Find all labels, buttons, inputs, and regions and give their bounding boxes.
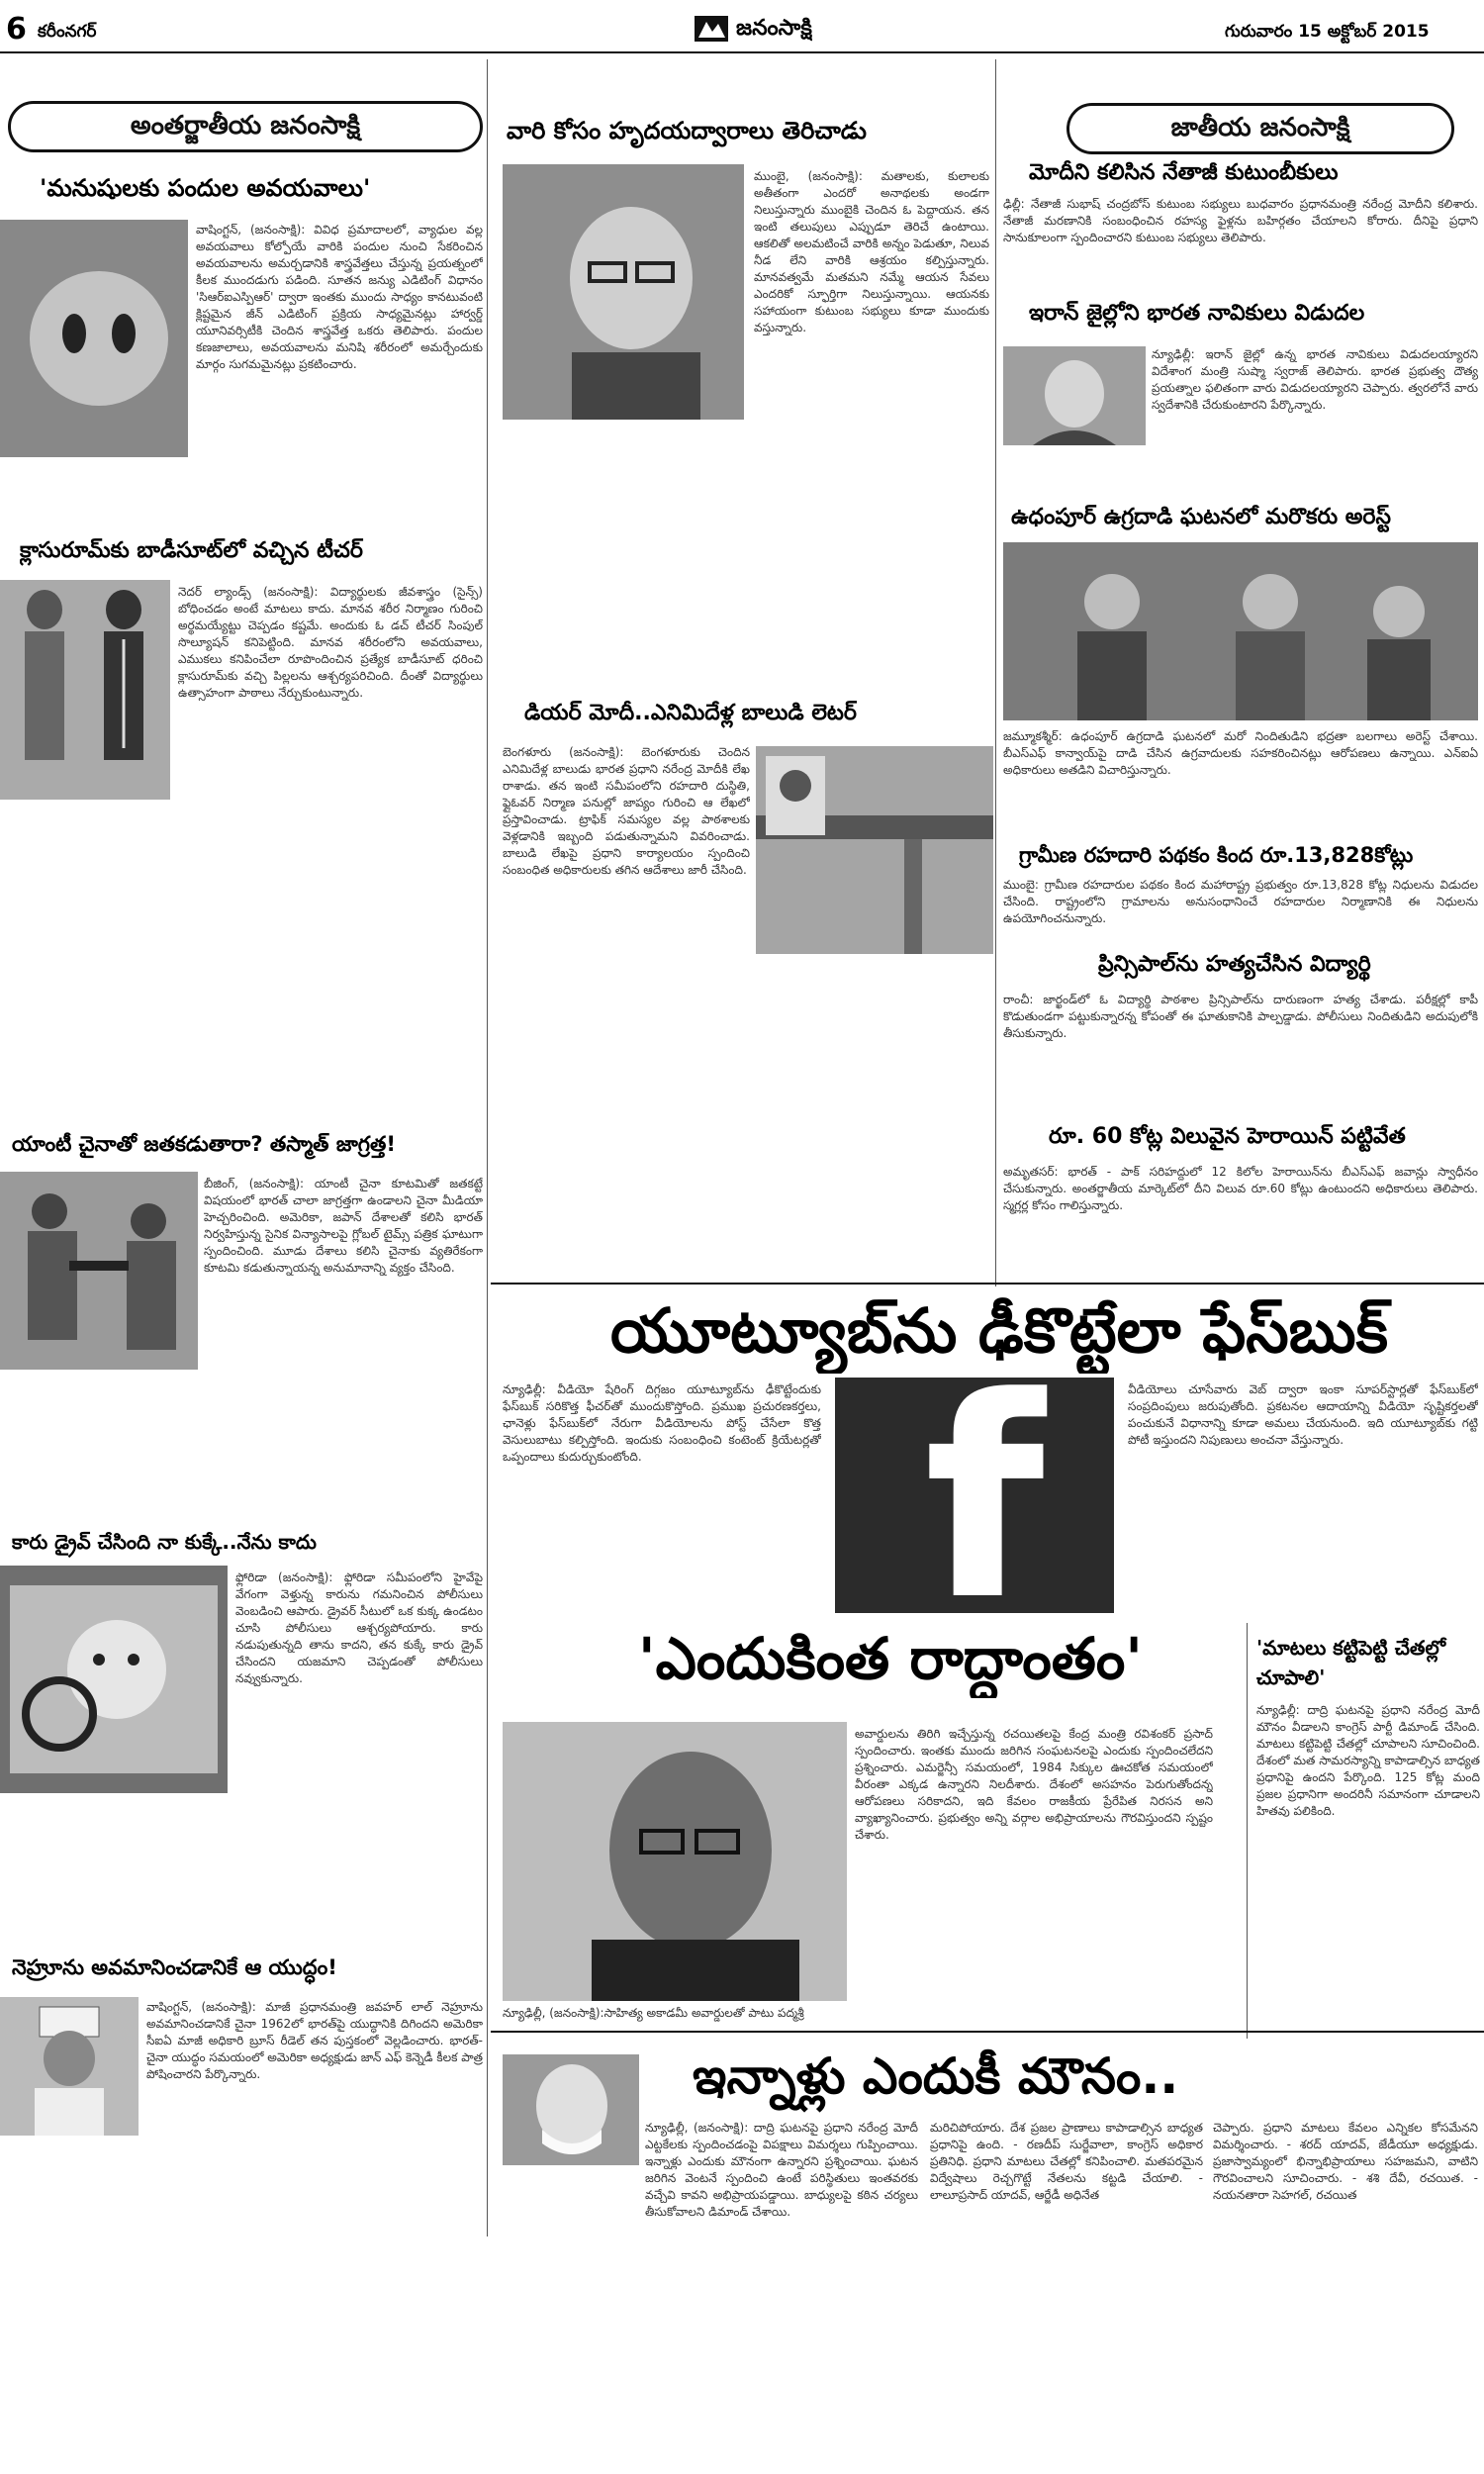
mounam-col3: చెప్పారు. ప్రధాని మాటలు కేవలం ఎన్నికల కోసమేనని విమర్శించారు. - శరద్ యాదవ్, జేడీయూ అధ్యక్షుడు. ప్రజాస్వామ్యంలో భిన్నాభిప్రాయాలు సహజమని, వాటిని గౌరవించాలని సూచించారు. - శశి దేవీ, రచయిత. - నయనతారా సెహగల్, రచయిత — [1213, 2121, 1478, 2202]
nehru-photo — [0, 1997, 139, 2136]
matalu-text: న్యూఢిల్లీ: దాద్రి ఘటనపై ప్రధాని నరేంద్ర మోదీ మౌనం వీడాలని కాంగ్రెస్ పార్టీ డిమాండ్ చేసింది. మాటలు కట్టిపెట్టి చేతల్లో చూపాలని సూచించింది. దేశంలో మత సామరస్యాన్ని కాపాడాల్సిన బాధ్యత ప్రధానిపై ఉందని పేర్కొంది. 125 కోట్ల మంది ప్రజల ప్రధానిగా అందరినీ సమానంగా చూడాలని హితవు పలికింది. — [1256, 1703, 1480, 1818]
issue-date: గురువారం 15 అక్టోబర్ 2015 — [1225, 22, 1430, 42]
left-story2-headline: క్లాసురూమ్‌కు బాడీసూట్‌లో వచ్చిన టీచర్ — [20, 538, 363, 563]
right-story2-headline: ఇరాన్ జైల్లోని భారత నావికులు విడుదల — [1029, 301, 1365, 326]
masthead — [693, 10, 881, 49]
facebook-headline: యూట్యూబ్‌ను ఢీకొట్టేలా ఫేస్‌బుక్ — [610, 1294, 1388, 1367]
arrested-men-photo — [1003, 542, 1478, 720]
ravi-shankar-prasad-photo — [503, 1722, 847, 2001]
soldiers-photo — [0, 1172, 198, 1370]
right-story6-headline: రూ. 60 కోట్ల విలువైన హెరాయిన్ పట్టివేత — [1049, 1124, 1406, 1149]
right-story3-text: జమ్మూకశ్మీర్: ఉధంపూర్ ఉగ్రదాడి ఘటనలో మరో నిందితుడిని భద్రతా బలగాలు అరెస్ట్ చేశాయి. బీఎస్ఎఫ్ కాన్వాయ్‌పై దాడి చేసిన ఉగ్రవాదులకు సహకరించినట్లు ఆరోపణలు ఉన్నాయి. ఎన్ఐఏ అధికారులు అతడిని విచారిస్తున్నారు. — [1003, 729, 1478, 777]
right-story4-headline: గ్రామీణ రహదారి పథకం కింద రూ.13,828కోట్లు — [1019, 843, 1414, 867]
facebook-text-right: వీడియోలు చూసేవారు వెబ్ ద్వారా ఇంకా సూపర్‌స్టార్లతో ఫేస్‌బుక్‌లో సంప్రదింపులు జరుపుతోంది. ప్రకటనల ఆదాయాన్ని వీడియో సృష్టికర్తలతో పంచుకునే విధానాన్ని కూడా అమలు చేయనుంది. ఇది యూట్యూబ్‌కు గట్టి పోటీ ఇస్తుందని నిపుణులు అంచనా వేస్తున్నారు. — [1128, 1382, 1478, 1447]
center-story2-text-b — [756, 960, 991, 1279]
mounam-col2: మరిచిపోయారు. దేశ ప్రజల ప్రాణాలు కాపాడాల్సిన బాధ్యత ప్రధానిపై ఉంది. - రణదీప్ సుర్జేవాలా, కాంగ్రెస్ అధికార ప్రతినిధి. ప్రధాని మాటలు చేతల్లో కనిపించాలి. మతపరమైన విద్వేషాలు రెచ్చగొట్టే నేతలను కట్టడి చేయాలి. - లాలూప్రసాద్ యాదవ్, ఆర్జేడీ అధినేత — [930, 2121, 1203, 2202]
left-story4-headline: కారు డ్రైవ్ చేసింది నా కుక్కే..నేను కాదు — [12, 1530, 317, 1554]
left-story3-headline: యాంటీ చైనాతో జతకడుతారా? తస్మాత్ జాగ్రత్త! — [12, 1132, 396, 1156]
center-story2-headline: డియర్ మోదీ..ఎనిమిదేళ్ల బాలుడి లెటర్ — [524, 701, 857, 725]
right-story3-headline: ఉధంపూర్ ఉగ్రదాడి ఘటనలో మరొకరు అరెస్ట్ — [1011, 505, 1391, 529]
right-story1-text: ఢిల్లీ: నేతాజీ సుభాష్ చంద్రబోస్ కుటుంబ సభ్యులు బుధవారం ప్రధానమంత్రి నరేంద్ర మోదీని కలిశారు. నేతాజీ మరణానికి సంబంధించిన రహస్య ఫైళ్లను బహిర్గతం చేయాలని కోరారు. దీనిపై ప్రధాని సానుకూలంగా స్పందించారని కుటుంబ సభ్యులు తెలిపారు. — [1003, 197, 1478, 244]
facebook-logo-letter: f — [924, 1372, 1045, 1629]
section-tag-international: అంతర్జాతీయ జనంసాక్షి — [8, 101, 483, 152]
center-story1-text: ముంబై, (జనంసాక్షి): మతాలకు, కులాలకు అతీతంగా ఎందరో అనాథలకు అండగా నిలుస్తున్నారు ముంబైకి చెందిన ఓ పెద్దాయన. తన ఇంటి తలుపులు ఎప్పుడూ తెరిచే ఉంటాయి. ఆకలితో అలమటించే వారికి అన్నం పెడుతూ, నిలువ నీడ లేని వారికి ఆశ్రయం కల్పిస్తున్నారు. మానవత్వమే మతమని నమ్మే ఆయన సేవలు ఎందరికో స్ఫూర్తిగా నిలుస్తున్నాయి. ఆయనకు సహాయంగా కుటుంబ సభ్యులు కూడా ముందుకు వస్తున్నారు. — [754, 169, 989, 334]
left-story5-text-cont — [8, 2151, 483, 2231]
matalu-headline: 'మాటలు కట్టిపెట్టి చేతల్లో చూపాలి' — [1256, 1636, 1446, 1689]
sushma-photo — [1003, 346, 1146, 445]
left-story5-text: వాషింగ్టన్, (జనంసాక్షి): మాజీ ప్రధానమంత్రి జవహర్ లాల్ నెహ్రూను అవమానించడానికే చైనా 1962లో భారత్‌పై యుద్ధానికి దిగిందని అమెరికా సీఐఏ మాజీ అధికారి బ్రూస్ రీడెల్ తన పుస్తకంలో వెల్లడించారు. భారత్-చైనా యుద్ధం సమయంలో అమెరికా అధ్యక్షుడు జాన్ ఎఫ్ కెన్నెడీ కీలక పాత్ర పోషించారని పేర్కొన్నారు. — [146, 2000, 483, 2081]
section-tag-national: జాతీయ జనంసాక్షి — [1067, 103, 1454, 154]
radhantam-text: అవార్డులను తిరిగి ఇచ్చేస్తున్న రచయితలపై కేంద్ర మంత్రి రవిశంకర్ ప్రసాద్ స్పందించారు. ఇంతకు ముందు జరిగిన సంఘటనలపై ఎందుకు స్పందించలేదని ప్రశ్నించారు. ఎమర్జెన్సీ సమయంలో, 1984 సిక్కుల ఊచకోత సమయంలో వీరంతా ఎక్కడ ఉన్నారని నిలదీశారు. దేశంలో అసహనం పెరుగుతోందన్న ఆరోపణలు సరికాదని, ఇది కేవలం రాజకీయ ప్రేరేపిత నిరసన అని వ్యాఖ్యానించారు. ప్రభుత్వం అన్ని వర్గాల అభిప్రాయాలను గౌరవిస్తుందని స్పష్టం చేశారు. — [855, 1727, 1213, 1842]
center-story2-text: బెంగళూరు (జనంసాక్షి): బెంగళూరుకు చెందిన ఎనిమిదేళ్ల బాలుడు భారత ప్రధాని నరేంద్ర మోదీకి లేఖ రాశాడు. తన ఇంటి సమీపంలోని రహదారి దుస్థితి, ఫ్లైఓవర్ నిర్మాణ పనుల్లో జాప్యం గురించి ఆ లేఖలో ప్రస్తావించాడు. ట్రాఫిక్ సమస్యల వల్ల పాఠశాలకు వెళ్లడానికి ఇబ్బంది పడుతున్నామని వివరించాడు. బాలుడి లేఖపై ప్రధాని కార్యాలయం స్పందించి సంబంధిత అధికారులకు తగిన ఆదేశాలు జారీ చేసింది. — [503, 745, 750, 877]
right-story4-text: ముంబై: గ్రామీణ రహదారుల పథకం కింద మహారాష్ట్ర ప్రభుత్వం రూ.13,828 కోట్ల నిధులను విడుదల చేసింది. రాష్ట్రంలోని గ్రామాలను అనుసంధానించే రహదారుల నిర్మాణానికి ఈ నిధులను ఉపయోగించనున్నారు. — [1003, 878, 1478, 925]
masthead-title: జనంసాక్షి — [736, 16, 812, 41]
dog-car-photo — [0, 1566, 228, 1793]
right-story2-text: న్యూఢిల్లీ: ఇరాన్ జైల్లో ఉన్న భారత నావికులు విడుదలయ్యారని విదేశాంగ మంత్రి సుష్మా స్వరాజ్ తెలిపారు. భారత ప్రభుత్వ దౌత్య ప్రయత్నాల ఫలితంగా వారు విడుదలయ్యారని చెప్పారు. త్వరలోనే వారు స్వదేశానికి చేరుకుంటారని పేర్కొన్నారు. — [1152, 347, 1478, 412]
left-story1-headline: 'మనుషులకు పందుల అవయవాలు' — [40, 174, 371, 202]
left-story4-text: ఫ్లోరిడా (జనంసాక్షి): ఫ్లోరిడా సమీపంలోని హైవేపై వేగంగా వెళ్తున్న కారును గమనించిన పోలీసులు వెంబడించి ఆపారు. డ్రైవర్ సీటులో ఒక కుక్క ఉండటం చూసి పోలీసులు ఆశ్చర్యపోయారు. కారు నడుపుతున్నది తాను కాదని, తన కుక్కే కారు డ్రైవ్ చేసిందని యజమాని చెప్పడంతో పోలీసులు నవ్వుకున్నారు. — [235, 1570, 483, 1685]
left-story2-text: నెదర్ ల్యాండ్స్ (జనంసాక్షి): విద్యార్థులకు జీవశాస్త్రం (సైన్స్) బోధించడం అంటే మాటలు కాదు. మానవ శరీర నిర్మాణం గురించి అర్థమయ్యేట్టు చెప్పడం కష్టమే. అందుకు ఓ డచ్ టీచర్ సింపుల్ సొల్యూషన్ కనిపెట్టింది. మానవ శరీరంలోని అవయవాలు, ఎముకలు కనిపించేలా రూపొందించిన ప్రత్యేక బాడీసూట్ ధరించి క్లాసురూమ్‌కు వచ్చి పిల్లలను ఆశ్చర్యపరిచింది. దీంతో విద్యార్థులు ఉత్సాహంగా పాఠాలు నేర్చుకుంటున్నారు. — [178, 585, 483, 700]
old-man-photo — [503, 164, 744, 420]
boy-flyover-photo — [756, 746, 993, 954]
right-story5-text: రాంచీ: జార్ఖండ్‌లో ఓ విద్యార్థి పాఠశాల ప్రిన్సిపాల్‌ను దారుణంగా హత్య చేశాడు. పరీక్షల్లో కాపీ కొడుతుండగా పట్టుకున్నారన్న కోపంతో ఈ ఘాతుకానికి పాల్పడ్డాడు. పోలీసులు నిందితుడిని అదుపులోకి తీసుకున్నారు. — [1003, 993, 1478, 1040]
facebook-text-left: న్యూఢిల్లీ: వీడియో షేరింగ్ దిగ్గజం యూట్యూబ్‌ను ఢీకొట్టేందుకు ఫేస్‌బుక్ సరికొత్త ఫీచర్‌తో ముందుకొస్తోంది. ప్రముఖ ప్రచురణకర్తలు, ఛానెళ్లు ఫేస్‌బుక్‌లో నేరుగా వీడియోలను పోస్ట్ చేసేలా కొత్త వెసులుబాటు కల్పిస్తోంది. ఇందుకు సంబంధించి కంటెంట్ క్రియేటర్లతో ఒప్పందాలు కుదుర్చుకుంటోంది. — [503, 1382, 821, 1464]
radhantam-caption: న్యూఢిల్లీ, (జనంసాక్షి):సాహిత్య అకాడమీ అవార్డులతో పాటు పద్మశ్రీ — [503, 2006, 804, 2020]
header-rule — [0, 51, 1484, 53]
radhantam-headline: 'ఎందుకింత రాద్ధాంతం' — [637, 1625, 1144, 1692]
center-story1-text-b — [503, 426, 746, 683]
bodysuit-teacher-photo — [0, 580, 170, 800]
matalu-divider — [1247, 1623, 1248, 2039]
edition-name: కరీంనగర్ — [38, 22, 97, 42]
mounam-top-rule — [491, 2031, 1484, 2033]
page-number: 6 — [6, 12, 27, 47]
pig-snout-photo — [0, 220, 188, 457]
facebook-top-rule — [491, 1283, 1484, 1285]
modi-photo — [503, 2054, 639, 2165]
left-story5-headline: నెహ్రూను అవమానించడానికే ఆ యుద్ధం! — [12, 1955, 337, 1979]
left-story3-text: బీజింగ్, (జనంసాక్షి): యాంటీ చైనా కూటమితో జతకట్టే విషయంలో భారత్ చాలా జాగ్రత్తగా ఉండాలని చైనా మీడియా హెచ్చరించింది. అమెరికా, జపాన్ దేశాలతో కలిసి భారత్ నిర్వహిస్తున్న సైనిక విన్యాసాలపై గ్లోబల్ టైమ్స్ పత్రిక ఘాటుగా స్పందించింది. మూడు దేశాలు కలిసి చైనాకు వ్యతిరేకంగా కూటమి కడుతున్నాయన్న అనుమానాన్ని వ్యక్తం చేసింది. — [204, 1177, 483, 1275]
facebook-logo-icon — [835, 1372, 1114, 1629]
mounam-col1: న్యూఢిల్లీ, (జనంసాక్షి): దాద్రి ఘటనపై ప్రధాని నరేంద్ర మోదీ ఎట్టకేలకు స్పందించడంపై విపక్షాలు విమర్శలు గుప్పించాయి. ఇన్నాళ్లు ఎందుకు మౌనంగా ఉన్నారని ప్రశ్నించాయి. ఘటన జరిగిన వెంటనే స్పందించి ఉంటే పరిస్థితులు ఇంతవరకు వచ్చేవి కావని అభిప్రాయపడ్డాయి. బాధ్యులపై కఠిన చర్యలు తీసుకోవాలని డిమాండ్ చేశాయి. — [645, 2121, 918, 2219]
column-divider-right — [995, 59, 996, 1286]
right-story1-headline: మోదీని కలిసిన నేతాజీ కుటుంబీకులు — [1029, 160, 1339, 185]
center-story1-headline: వారి కోసం హృదయద్వారాలు తెరిచాడు — [507, 117, 867, 144]
masthead-emblem-icon — [693, 12, 732, 48]
right-story6-text: అమృతసర్: భారత్ - పాక్ సరిహద్దులో 12 కిలోల హెరాయిన్‌ను బీఎస్ఎఫ్ జవాన్లు స్వాధీనం చేసుకున్నారు. అంతర్జాతీయ మార్కెట్‌లో దీని విలువ రూ.60 కోట్లు ఉంటుందని అధికారులు తెలిపారు. స్మగ్లర్ల కోసం గాలిస్తున్నారు. — [1003, 1165, 1478, 1212]
column-divider-left — [487, 59, 488, 2236]
left-story1-text: వాషింగ్టన్, (జనంసాక్షి): వివిధ ప్రమాదాలలో, వ్యాధుల వల్ల అవయవాలు కోల్పోయే వారికి పందుల నుంచి సేకరించిన అవయవాలను అమర్చడానికి శాస్త్రవేత్తలు చేస్తున్న ప్రయత్నంలో కీలక ముందడుగు పడింది. సూతన జన్యు ఎడిటింగ్ విధానం 'సిఆర్ఐఎస్పిఆర్' ద్వారా ఇంతకు ముందు సాధ్యం కానటువంటి క్లిష్టమైన జీన్ ఎడిటింగ్ ప్రక్రియ సాధ్యమైనట్లు హార్వర్డ్ యూనివర్సిటీకి చెందిన శాస్త్రవేత్త ఒకరు తెలిపారు. పందుల కణజాలాలు, అవయవాలను మనిషి శరీరంలో అమర్చేందుకు మార్గం సుగమమైనట్లు ప్రకటించారు. — [196, 223, 483, 371]
page-header — [0, 0, 1484, 55]
right-story5-headline: ప్రిన్సిపాల్‌ను హత్యచేసిన విద్యార్థి — [1098, 952, 1371, 977]
mounam-headline: ఇన్నాళ్లు ఎందుకీ మౌనం.. — [693, 2047, 1179, 2105]
